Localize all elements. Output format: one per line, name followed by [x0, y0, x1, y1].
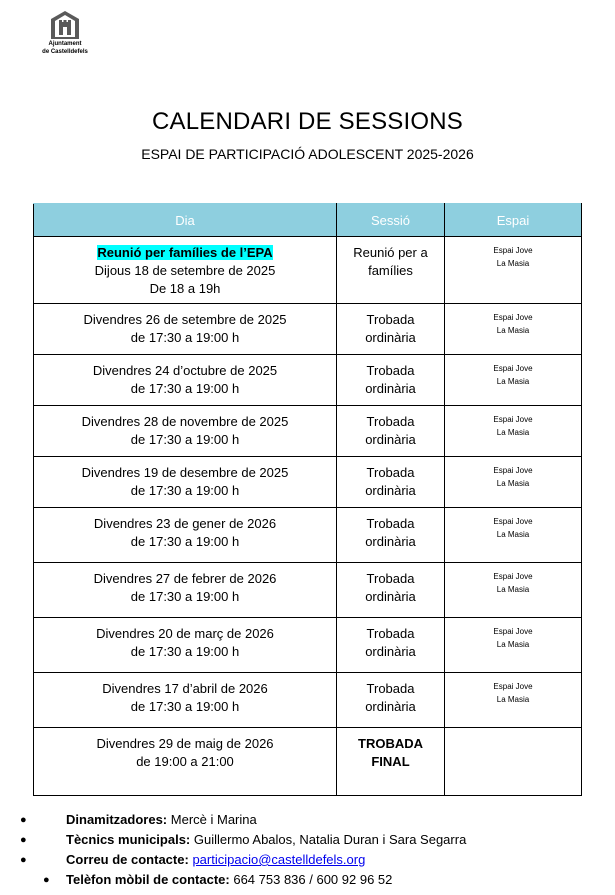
- sessio-line-2: ordinària: [365, 534, 416, 549]
- sessio-cell: [337, 406, 445, 457]
- dia-date: Divendres 28 de novembre de 2025: [81, 414, 289, 429]
- espai-line-2: La Masia: [496, 695, 530, 704]
- dia-time: de 17:30 a 19:00 h: [130, 330, 240, 345]
- dia-date: Dijous 18 de setembre de 2025: [94, 263, 276, 278]
- contact-label: Dinamitzadores:: [66, 812, 168, 827]
- table-row: [34, 406, 582, 457]
- contact-label: Telèfon mòbil de contacte:: [66, 872, 230, 887]
- ajuntament-logo: [34, 10, 96, 56]
- table-row: [34, 728, 582, 796]
- sessio-cell: [337, 304, 445, 355]
- espai-cell: [445, 457, 582, 508]
- espai-line-2: La Masia: [496, 640, 530, 649]
- dia-date: Divendres 29 de maig de 2026: [96, 736, 274, 751]
- sessio-line-1: Trobada: [366, 571, 415, 586]
- sessio-line-2: FINAL: [371, 754, 410, 769]
- dia-date: Divendres 26 de setembre de 2025: [83, 312, 287, 327]
- dia-time: de 19:00 a 21:00: [136, 754, 234, 769]
- bullet-icon: ●: [43, 874, 50, 886]
- espai-cell: [445, 237, 582, 304]
- espai-cell: [445, 673, 582, 728]
- table-row: [34, 508, 582, 563]
- sessio-line-1: Trobada: [366, 626, 415, 641]
- sessio-cell: [337, 457, 445, 508]
- sessio-cell: [337, 618, 445, 673]
- espai-line-1: Espai Jove: [493, 364, 533, 373]
- espai-line-1: Espai Jove: [493, 313, 533, 322]
- contact-label: Tècnics municipals:: [66, 832, 191, 847]
- dia-date: Divendres 27 de febrer de 2026: [93, 571, 277, 586]
- table-row: [34, 563, 582, 618]
- espai-line-1: Espai Jove: [493, 246, 533, 255]
- email-link[interactable]: participacio@castelldefels.org: [192, 852, 366, 867]
- espai-cell: [445, 355, 582, 406]
- sessio-line-2: ordinària: [365, 381, 416, 396]
- dia-time: de 17:30 a 19:00 h: [130, 381, 240, 396]
- page-subtitle: ESPAI DE PARTICIPACIÓ ADOLESCENT 2025-2026: [141, 146, 474, 162]
- dia-cell: [34, 237, 337, 304]
- dia-cell: [34, 728, 337, 796]
- sessio-line-2: ordinària: [365, 589, 416, 604]
- sessio-cell: [337, 508, 445, 563]
- dia-date: Divendres 20 de març de 2026: [96, 626, 274, 641]
- table-row: [34, 618, 582, 673]
- dia-cell: [34, 618, 337, 673]
- table-row: [34, 457, 582, 508]
- espai-line-1: Espai Jove: [493, 682, 533, 691]
- sessio-line-2: famílies: [368, 263, 413, 278]
- dia-cell: [34, 304, 337, 355]
- page-title: CALENDARI DE SESSIONS: [152, 108, 463, 135]
- dia-time: de 17:30 a 19:00 h: [130, 644, 240, 659]
- table-row: [34, 673, 582, 728]
- dia-cell: [34, 457, 337, 508]
- table-row: [34, 304, 582, 355]
- sessio-line-1: Reunió per a: [353, 245, 428, 260]
- sessio-line-2: ordinària: [365, 330, 416, 345]
- sessio-line-1: Trobada: [366, 516, 415, 531]
- sessio-cell: [337, 563, 445, 618]
- dia-time: de 17:30 a 19:00 h: [130, 534, 240, 549]
- sessio-line-2: ordinària: [365, 699, 416, 714]
- sessio-line-1: Trobada: [366, 414, 415, 429]
- dia-cell: [34, 355, 337, 406]
- list-item: [0, 850, 466, 870]
- espai-line-2: La Masia: [496, 479, 530, 488]
- sessio-line-2: ordinària: [365, 644, 416, 659]
- sessio-line-1: Trobada: [366, 681, 415, 696]
- dia-time: de 17:30 a 19:00 h: [130, 432, 240, 447]
- dia-time: de 17:30 a 19:00 h: [130, 589, 240, 604]
- sessio-line-1: TROBADA: [358, 736, 423, 751]
- table-row: [34, 355, 582, 406]
- dia-cell: [34, 406, 337, 457]
- espai-line-2: La Masia: [496, 259, 530, 268]
- dia-time: De 18 a 19h: [149, 281, 221, 296]
- logo-line-1: Ajuntament: [48, 41, 82, 47]
- contact-list: [0, 810, 466, 890]
- sessions-table: [33, 203, 582, 796]
- dia-time: de 17:30 a 19:00 h: [130, 699, 240, 714]
- espai-cell: [445, 508, 582, 563]
- dia-cell: [34, 508, 337, 563]
- espai-line-1: Espai Jove: [493, 572, 533, 581]
- bullet-icon: ●: [20, 834, 27, 846]
- list-item: [0, 870, 466, 890]
- espai-cell: [445, 728, 582, 796]
- sessio-line-2: ordinària: [365, 432, 416, 447]
- table-header-row: [34, 204, 582, 237]
- highlighted-title: Reunió per famílies de l’EPA: [97, 245, 273, 260]
- dia-date: Divendres 24 d’octubre de 2025: [92, 363, 278, 378]
- espai-cell: [445, 618, 582, 673]
- sessio-line-1: Trobada: [366, 312, 415, 327]
- bullet-icon: ●: [20, 854, 27, 866]
- sessio-cell: [337, 237, 445, 304]
- espai-line-1: Espai Jove: [493, 466, 533, 475]
- espai-line-2: La Masia: [496, 585, 530, 594]
- espai-cell: [445, 304, 582, 355]
- sessio-cell: [337, 355, 445, 406]
- sessio-line-1: Trobada: [366, 363, 415, 378]
- sessio-line-1: Trobada: [366, 465, 415, 480]
- contact-value: Mercè i Marina: [170, 812, 257, 827]
- espai-cell: [445, 406, 582, 457]
- contact-label: Correu de contacte:: [66, 852, 189, 867]
- header-espai: Espai: [445, 204, 582, 237]
- list-item: [0, 830, 466, 850]
- sessio-cell: [337, 728, 445, 796]
- dia-time: de 17:30 a 19:00 h: [130, 483, 240, 498]
- espai-line-2: La Masia: [496, 428, 530, 437]
- dia-cell: [34, 673, 337, 728]
- dia-date: Divendres 23 de gener de 2026: [93, 516, 277, 531]
- header-sessio: Sessió: [337, 204, 445, 237]
- espai-line-2: La Masia: [496, 326, 530, 335]
- list-item: [0, 810, 466, 830]
- espai-line-1: Espai Jove: [493, 517, 533, 526]
- contact-value: Guillermo Abalos, Natalia Duran i Sara Segarra: [193, 832, 467, 847]
- bullet-icon: ●: [20, 814, 27, 826]
- espai-cell: [445, 563, 582, 618]
- contact-value: 664 753 836 / 600 92 96 52: [233, 872, 393, 887]
- espai-line-2: La Masia: [496, 530, 530, 539]
- espai-line-2: La Masia: [496, 377, 530, 386]
- dia-date: Divendres 19 de desembre de 2025: [81, 465, 289, 480]
- logo-line-2: de Castelldefels: [42, 49, 88, 55]
- table-row: [34, 237, 582, 304]
- dia-cell: [34, 563, 337, 618]
- sessio-line-2: ordinària: [365, 483, 416, 498]
- castelldefels-tower-icon: [50, 10, 80, 40]
- sessio-cell: [337, 673, 445, 728]
- dia-date: Divendres 17 d’abril de 2026: [102, 681, 268, 696]
- espai-line-1: Espai Jove: [493, 415, 533, 424]
- header-dia: Dia: [34, 204, 337, 237]
- espai-line-1: Espai Jove: [493, 627, 533, 636]
